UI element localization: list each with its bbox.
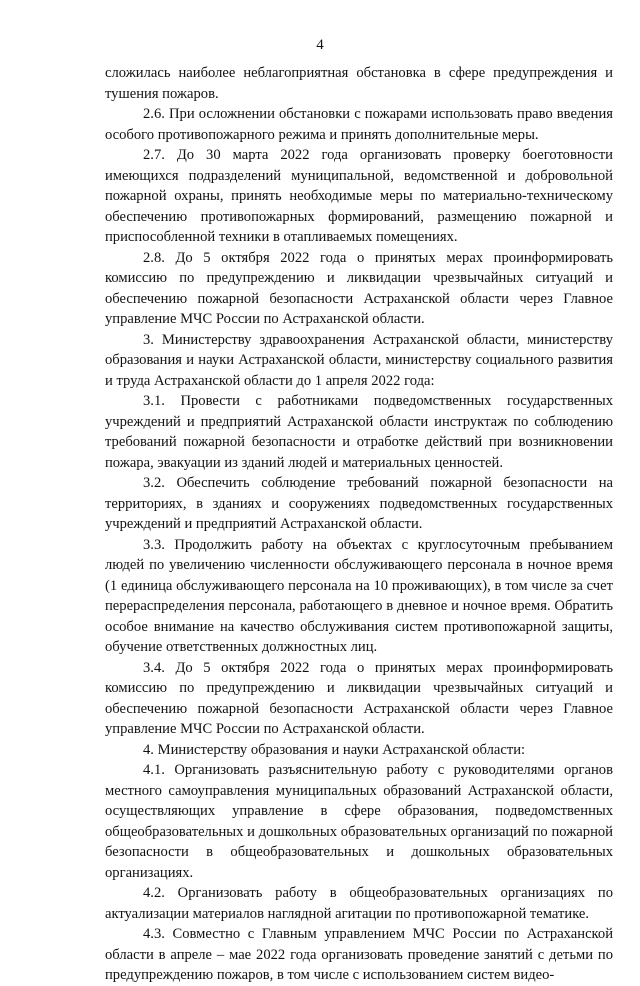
- document-body: [105, 63, 613, 986]
- paragraph-continuation: сложилась наиболее неблагоприятная обстановка в сфере предупреждения и тушения пожаров.: [105, 65, 613, 102]
- paragraph-3-3: 3.3. Продолжить работу на объектах с круглосуточным пребыванием людей по увеличению численности обслуживающего персонала в ночное время (1 единица обслуживающего персонала на 10 проживающих), в том числе за счет перераспределения персонала, работающего в дневное и ночное время. Обратить особое внимание на качество обслуживания систем противопожарной защиты, обучение ответственных должностных лиц.: [105, 536, 613, 655]
- paragraph-4-3: 4.3. Совместно с Главным управлением МЧС России по Астраханской области в апреле – мае 2022 года организовать проведение занятий с детьми по предупреждению пожаров, в том числе с использованием систем видео-: [105, 926, 613, 983]
- page-number: 4: [316, 37, 324, 53]
- paragraph-2-7: 2.7. До 30 марта 2022 года организовать проверку боеготовности имеющихся подразделений муниципальной, ведомственной и добровольной пожарной охраны, принять необходимые меры по материально-техническому обеспечению противопожарных формирований, размещению пожарной и приспособленной техники в отапливаемых помещениях.: [105, 147, 613, 245]
- paragraph-4-1: 4.1. Организовать разъяснительную работу с руководителями органов местного самоуправления муниципальных образований Астраханской области, осуществляющих управление в сфере образования, подведомственных общеобразовательных и дошкольных образовательных организаций по пожарной безопасности в общеобразовательных и дошкольных образовательных организациях.: [105, 762, 613, 881]
- paragraph-3-4: 3.4. До 5 октября 2022 года о принятых мерах проинформировать комиссию по предупреждению и ликвидации чрезвычайных ситуаций и обеспечению пожарной безопасности Астраханской области через Главное управление МЧС России по Астраханской области.: [105, 659, 613, 737]
- paragraph-3-2: 3.2. Обеспечить соблюдение требований пожарной безопасности на территориях, в зданиях и сооружениях подведомственных государственных учреждений и предприятий Астраханской области.: [105, 475, 613, 532]
- paragraph-4: 4. Министерству образования и науки Астраханской области:: [143, 741, 526, 758]
- paragraph-2-6: 2.6. При осложнении обстановки с пожарами использовать право введения особого противопожарного режима и принять дополнительные меры.: [105, 106, 613, 143]
- paragraph-3: 3. Министерству здравоохранения Астраханской области, министерству образования и науки Астраханской области, министерству социального развития и труда Астраханской области до 1 апреля 2022 года:: [105, 331, 613, 389]
- paragraph-4-2: 4.2. Организовать работу в общеобразовательных организациях по актуализации материалов наглядной агитации по противопожарной тематике.: [105, 885, 613, 922]
- paragraph-3-1: 3.1. Провести с работниками подведомственных государственных учреждений и предприятий Астраханской области инструктаж по соблюдению требований пожарной безопасности и отработке действий при возникновении пожара, эвакуации из зданий людей и материальных ценностей.: [105, 393, 613, 471]
- paragraph-2-8: 2.8. До 5 октября 2022 года о принятых мерах проинформировать комиссию по предупреждению и ликвидации чрезвычайных ситуаций и обеспечению пожарной безопасности Астраханской области через Главное управление МЧС России по Астраханской области.: [105, 249, 613, 327]
